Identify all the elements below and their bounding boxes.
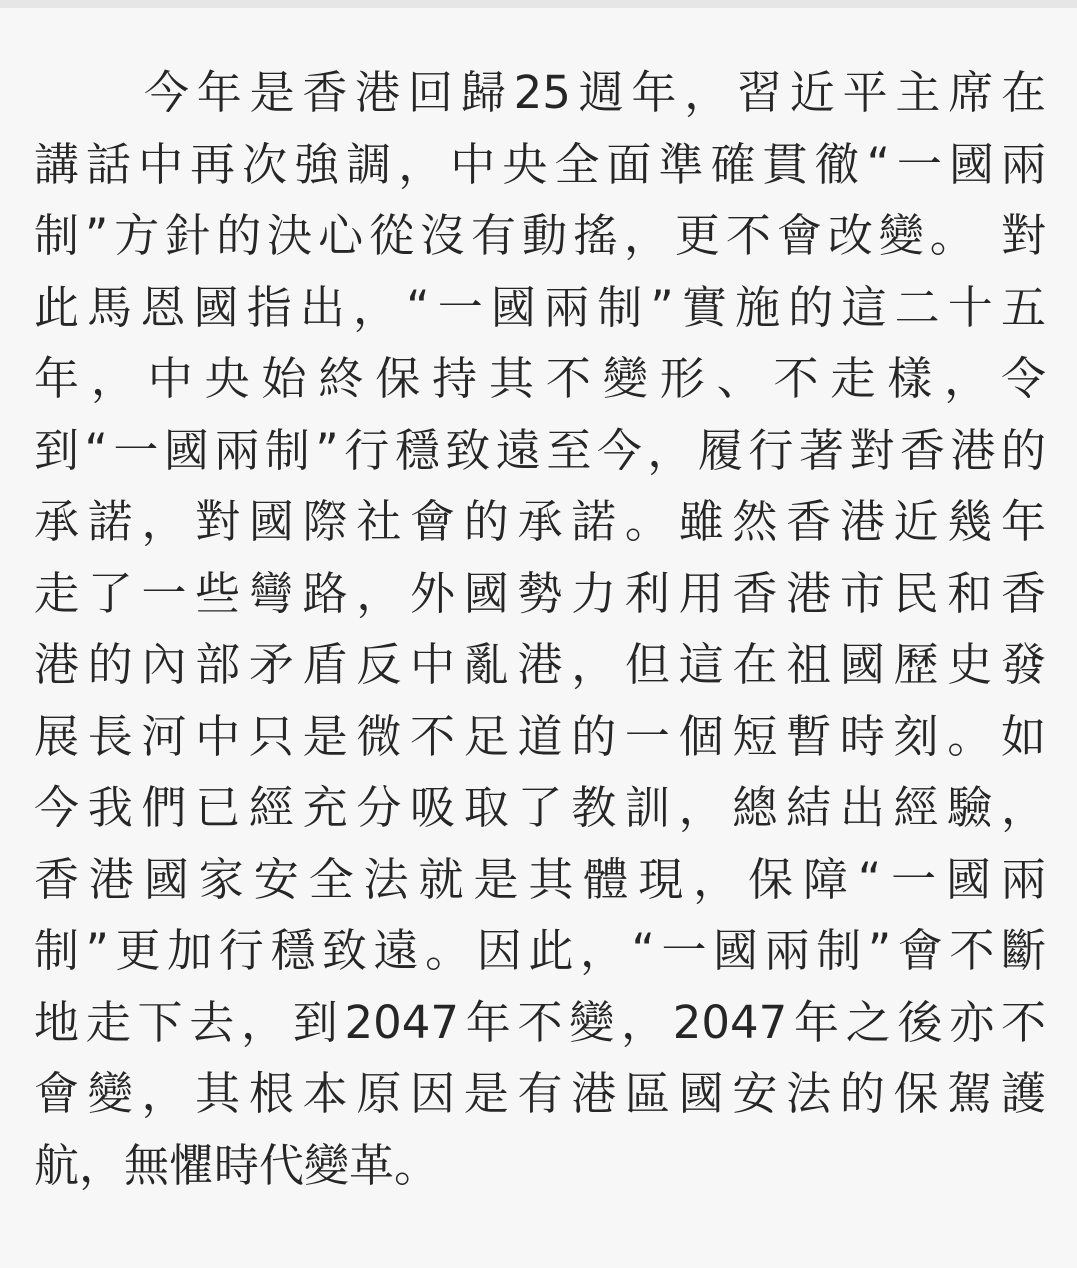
text-line: 講話中再次強調，中央全面準確貫徹“一國兩 xyxy=(34,137,1046,191)
text-line: 會變，其根本原因是有港區國安法的保駕護 xyxy=(34,1067,1046,1120)
text-line: 展長河中只是微不足道的一個短暫時刻。如 xyxy=(34,709,1046,763)
text-line: 到“一國兩制”行穩致遠至今，履行著對香港的 xyxy=(34,423,1046,477)
text-line: 承諾，對國際社會的承諾。雖然香港近幾年 xyxy=(34,495,1046,548)
text-line: 港的內部矛盾反中亂港，但這在祖國歷史發 xyxy=(34,638,1046,691)
text-line: 年，中央始終保持其不變形、不走樣，令 xyxy=(34,352,1046,405)
top-edge-strip xyxy=(0,0,1077,8)
text-line: 制”方針的決心從沒有動搖，更不會改變。 對 xyxy=(34,209,1046,262)
text-line: 今年是香港回歸25週年，習近平主席在 xyxy=(144,66,1046,119)
article-paragraph xyxy=(34,57,1046,1201)
text-line: 此馬恩國指出，“一國兩制”實施的這二十五 xyxy=(34,280,1046,334)
text-line: 制”更加行穩致遠。因此，“一國兩制”會不斷 xyxy=(34,924,1046,977)
text-line: 今我們已經充分吸取了教訓，總結出經驗， xyxy=(34,781,1046,834)
text-line: 走了一些彎路，外國勢力利用香港市民和香 xyxy=(34,566,1046,620)
text-line: 香港國家安全法就是其體現，保障“一國兩 xyxy=(34,852,1046,906)
text-line: 航，無懼時代變革。 xyxy=(34,1138,440,1192)
text-line: 地走下去，到2047年不變，2047年之後亦不 xyxy=(34,995,1046,1049)
